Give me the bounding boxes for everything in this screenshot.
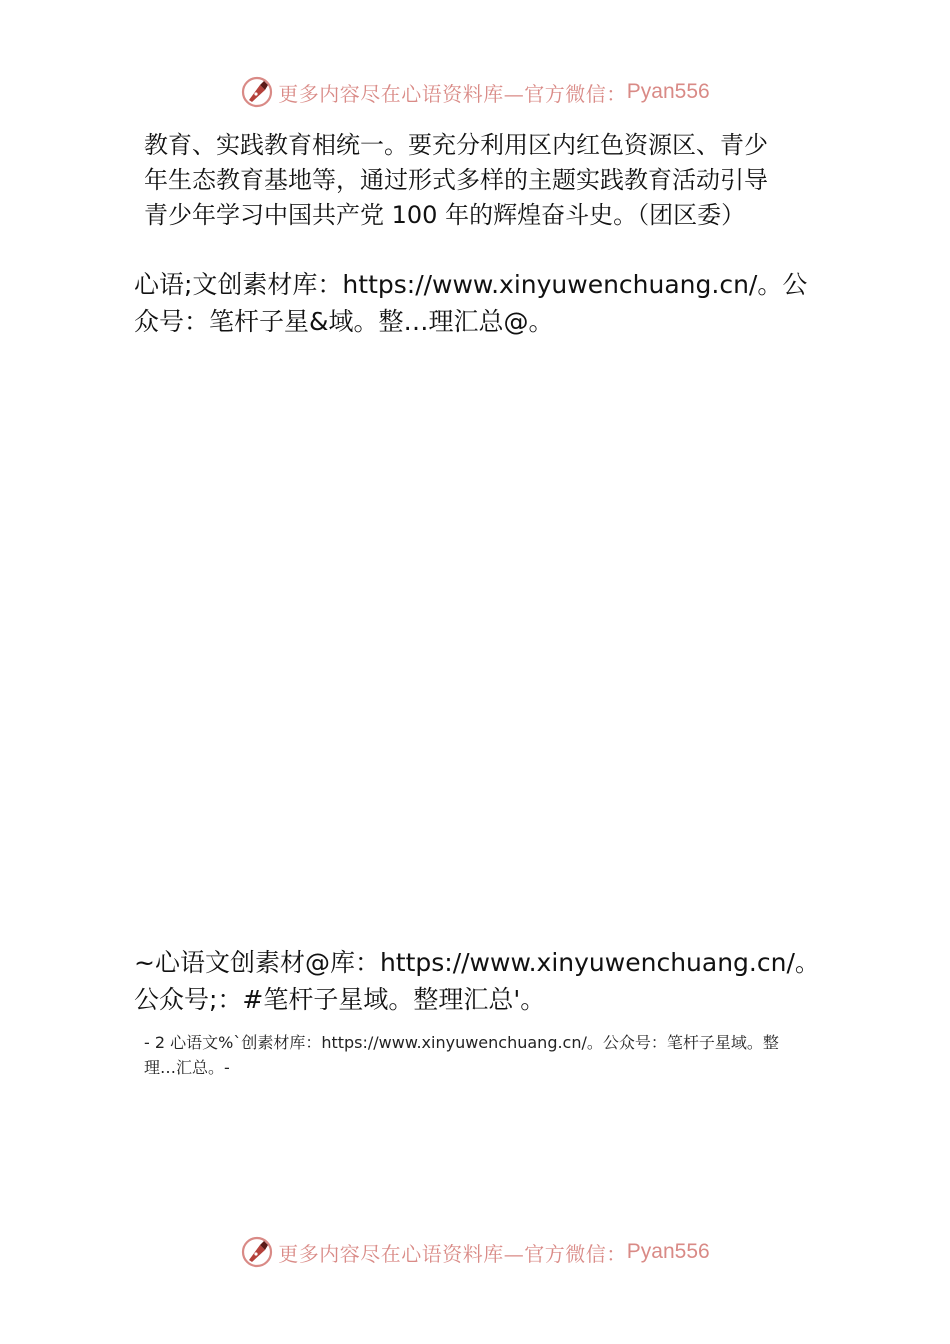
footnote-line: 理…汇总。- [144, 1058, 230, 1077]
watermark-line: 众号：笔杆子星&域。整…理汇总@。 [134, 307, 554, 336]
paragraph-line: 青少年学习中国共产党 100 年的辉煌奋斗史。（团区委） [144, 201, 746, 229]
footer-banner [0, 1232, 950, 1272]
banner-text: 更多内容尽在心语资料库—官方微信： [278, 81, 627, 106]
paragraph-line: 年生态教育基地等，通过形式多样的主题实践教育活动引导 [144, 166, 768, 194]
wechat-id: Pyan556 [626, 1240, 710, 1263]
wechat-id: Pyan556 [626, 80, 710, 103]
watermark-block [134, 944, 834, 1018]
banner-text: 更多内容尽在心语资料库—官方微信： [278, 1241, 627, 1266]
watermark-block [134, 266, 834, 340]
header-banner [0, 72, 950, 112]
pen-nib-icon [240, 75, 274, 109]
body-paragraph [144, 128, 824, 233]
footnote-line: - 2 心语文%`创素材库：https://www.xinyuwenchuang.cn/。公众号：笔杆子星域。整 [144, 1033, 779, 1052]
page-footer-note [144, 1030, 844, 1080]
watermark-line: ~心语文创素材@库：https://www.xinyuwenchuang.cn/。 [134, 948, 820, 977]
paragraph-line: 教育、实践教育相统一。要充分利用区内红色资源区、青少 [144, 131, 768, 159]
watermark-line: 心语;文创素材库：https://www.xinyuwenchuang.cn/。公 [134, 270, 808, 299]
pen-nib-icon [240, 1235, 274, 1269]
watermark-line: 公众号;：#笔杆子星域。整理汇总'。 [134, 985, 546, 1014]
